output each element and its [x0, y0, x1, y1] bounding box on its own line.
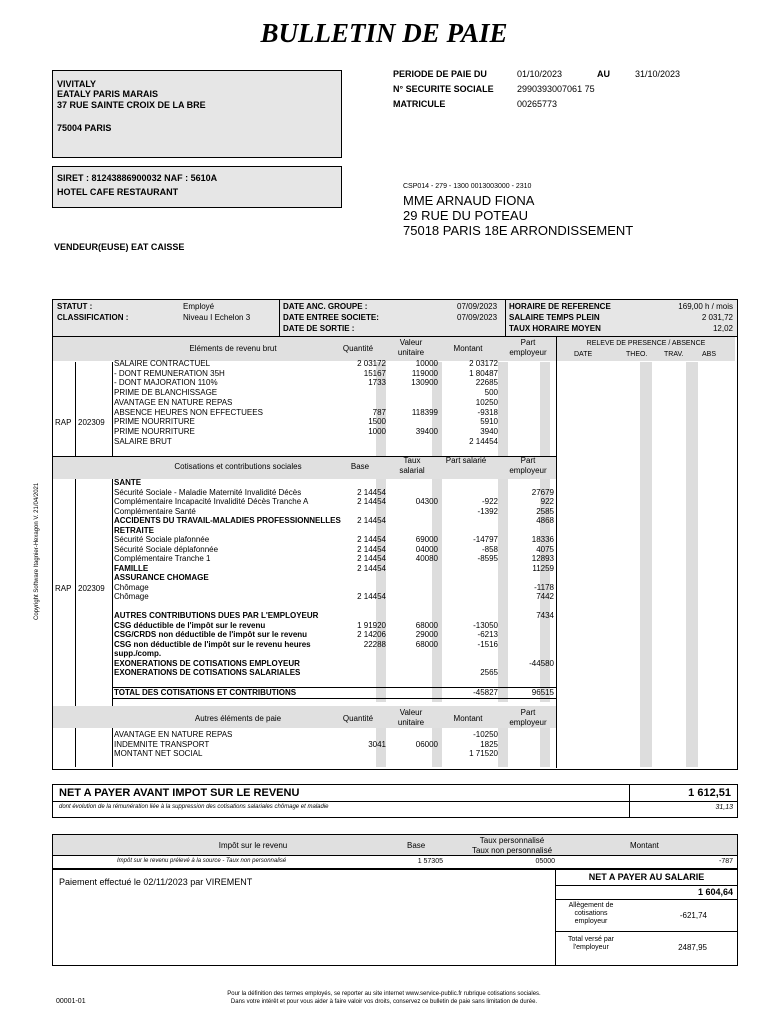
- impot-h-label: Impôt sur le revenu: [218, 841, 288, 850]
- revenu-label: - DONT REMUNERATION 35H: [114, 368, 225, 378]
- sec2-h-taux: Taux salarial: [399, 456, 425, 475]
- cotisation-label: SANTE: [114, 478, 142, 487]
- cotisation-label: ACCIDENTS DU TRAVAIL-MALADIES PROFESSIONNELLES: [114, 516, 341, 525]
- autre-element-label: INDEMNITE TRANSPORT: [114, 739, 210, 749]
- employee-street: 29 RUE DU POTEAU: [403, 208, 528, 223]
- cotisation-taux: 04000: [415, 544, 438, 554]
- horaire-label: HORAIRE DE REFERENCE: [509, 302, 611, 311]
- footer-line1: Pour la définition des termes employés, se reporter au site internet www.service-public.fr rubrique cotisations sociales.: [227, 991, 541, 997]
- allege-value: -621,74: [679, 911, 707, 920]
- cotisation-label: Sécurité Sociale - Maladie Maternité Invalidité Décès: [114, 487, 302, 497]
- cotisation-part-employeur: 2585: [536, 506, 554, 516]
- cotisation-part-salarie: -922: [481, 497, 498, 506]
- net-label: NET A PAYER AVANT IMPOT SUR LE REVENU: [59, 787, 300, 799]
- cotisation-taux: 68000: [415, 620, 438, 630]
- cotisation-label: Complémentaire Incapacité Invalidité Décès Tranche A: [114, 497, 309, 506]
- cotisation-part-employeur: 12893: [531, 554, 554, 563]
- cotisation-label: EXONERATIONS DE COTISATIONS EMPLOYEUR: [114, 658, 300, 668]
- classif: Niveau I Echelon 3: [183, 313, 251, 322]
- page-title: BULLETIN DE PAIE: [260, 18, 508, 48]
- period-from: 01/10/2023: [517, 69, 563, 79]
- revenu-montant: 500: [484, 388, 498, 398]
- cotisation-base: 2 14454: [357, 535, 386, 544]
- cotisation-label: Sécurité Sociale déplafonnée: [114, 544, 219, 554]
- ssn-label: N° SECURITE SOCIALE: [393, 84, 494, 94]
- impot-h-taux1: Taux personnalisé: [479, 836, 545, 845]
- revenu-valeur: 118399: [411, 407, 438, 417]
- net-salarie-value: 1 604,64: [697, 887, 733, 897]
- period-label: PERIODE DE PAIE DU: [393, 69, 487, 79]
- cotisation-taux: 29000: [415, 630, 438, 639]
- period-to: 31/10/2023: [635, 69, 681, 79]
- impot-h-montant: Montant: [630, 841, 659, 850]
- sec1-h-part: Part employeur: [509, 338, 547, 357]
- sec1-code: 202309: [78, 418, 105, 427]
- sec2-code: 202309: [78, 584, 105, 593]
- cotisation-label: supp./comp.: [114, 649, 162, 658]
- payment-box: [52, 868, 738, 966]
- cotisation-part-salarie: -858: [481, 544, 498, 554]
- revenu-montant: 3940: [480, 426, 498, 436]
- cotisation-label: RETRAITE: [114, 525, 154, 535]
- net-box: [52, 784, 738, 818]
- employee-code: CSP014 - 279 - 1300 0013003000 - 2310: [403, 183, 532, 190]
- cotisation-part-employeur: 18336: [531, 535, 554, 544]
- cotisation-base: 2 14454: [357, 516, 386, 525]
- revenu-label: PRIME DE BLANCHISSAGE: [114, 388, 218, 398]
- employer-street: 37 RUE SAINTE CROIX DE LA BRE: [57, 100, 206, 110]
- autre-element-montant: -10250: [473, 730, 498, 739]
- payment-text: Paiement effectué le 02/11/2023 par VIREMENT: [59, 877, 253, 887]
- sec2-h-base: Base: [350, 462, 370, 471]
- impot-base: 1 57305: [417, 858, 443, 865]
- cotisation-part-employeur: 27679: [531, 487, 554, 497]
- cotisation-label: FAMILLE: [114, 563, 149, 573]
- cotisation-part-salarie: -1392: [477, 506, 498, 516]
- taux: 12,02: [712, 324, 733, 333]
- cotisation-label: ASSURANCE CHOMAGE: [114, 573, 209, 582]
- net-salarie-label: NET A PAYER AU SALARIE: [588, 872, 705, 882]
- footer-line2: Dans votre intérêt et pour vous aider à faire valoir vos droits, conservez ce bulletin de paie sans limitation de durée.: [230, 999, 538, 1005]
- autre-element-label: MONTANT NET SOCIAL: [114, 749, 203, 758]
- cotisation-part-employeur: 7442: [536, 592, 554, 601]
- revenu-label: PRIME NOURRITURE: [114, 426, 195, 436]
- cotisation-base: 2 14454: [357, 592, 386, 601]
- software-copyright: Copyright Software Itagnier-Hexagon V. 21/04/2021: [34, 482, 40, 620]
- impot-h-base: Base: [407, 841, 426, 850]
- sec2-h-elements: Cotisations et contributions sociales: [174, 462, 302, 471]
- cotisation-taux: 04300: [415, 497, 438, 506]
- revenu-valeur: 10000: [415, 359, 438, 368]
- horaire: 169,00 h / mois: [678, 302, 733, 311]
- cotisation-base: 22288: [363, 639, 386, 649]
- anc: 07/09/2023: [457, 302, 498, 311]
- total-value: 2487,95: [678, 943, 707, 952]
- entree-label: DATE ENTREE SOCIETE:: [283, 313, 379, 322]
- cotisation-part-employeur: -1178: [534, 582, 554, 592]
- revenu-quantite: 787: [372, 407, 386, 417]
- cotisation-base: 1 91920: [357, 620, 386, 630]
- cotisation-part-salarie: 2565: [480, 668, 498, 677]
- employer-city: 75004 PARIS: [57, 123, 112, 133]
- cotisation-base: 2 14206: [357, 630, 386, 639]
- period-au: AU: [597, 69, 610, 79]
- releve-trav: TRAV.: [664, 351, 684, 358]
- employer-store: EATALY PARIS MARAIS: [57, 89, 159, 99]
- cotisation-base: 2 14454: [357, 497, 386, 506]
- classif-label: CLASSIFICATION :: [57, 313, 129, 322]
- cotisation-part-employeur: -44580: [529, 658, 554, 668]
- revenu-valeur: 119000: [411, 368, 438, 378]
- salaire-label: SALAIRE TEMPS PLEIN: [509, 313, 600, 322]
- cotisation-part-employeur: 922: [540, 497, 554, 506]
- releve-theo: THEO.: [626, 351, 648, 358]
- sec3-h-part: Part employeur: [509, 708, 547, 727]
- net-note: dont évolution de la rémunération liée à la suppression des cotisations salariales chômage et maladie: [59, 804, 329, 810]
- revenu-label: ABSENCE HEURES NON EFFECTUEES: [114, 407, 263, 417]
- impot-h-taux2: Taux non personnalisé: [471, 846, 553, 855]
- revenu-montant: 5910: [480, 417, 498, 427]
- revenu-montant: 10250: [475, 397, 498, 407]
- autre-element-montant: 1 71520: [469, 749, 498, 758]
- releve-header: RELEVE DE PRESENCE / ABSENCE: [586, 340, 706, 347]
- cotisation-base: 2 14454: [357, 487, 386, 497]
- impot-montant: -787: [718, 858, 733, 865]
- net-value: 1 612,51: [688, 787, 731, 799]
- revenu-montant: 1 80487: [469, 368, 498, 378]
- revenu-montant: 22685: [475, 378, 498, 388]
- impot-box: [52, 834, 738, 870]
- sec2-total-emp: 96515: [531, 688, 554, 697]
- revenu-label: AVANTAGE EN NATURE REPAS: [114, 397, 233, 407]
- page-number: 00001-01: [56, 998, 86, 1005]
- sec1-h-qte: Quantité: [342, 344, 374, 353]
- cotisation-base: 2 14454: [357, 544, 386, 554]
- cotisation-base: 2 14454: [357, 554, 386, 563]
- matricule: 00265773: [517, 99, 558, 109]
- cotisation-taux: 68000: [415, 639, 438, 649]
- revenu-label: SALAIRE CONTRACTUEL: [114, 359, 211, 368]
- revenu-quantite: 15167: [363, 368, 386, 378]
- revenu-montant: 2 14454: [469, 436, 498, 446]
- cotisation-taux: 69000: [415, 535, 438, 544]
- employee-city: 75018 PARIS 18E ARRONDISSEMENT: [403, 223, 634, 238]
- sec1-h-montant: Montant: [453, 344, 483, 353]
- cotisation-part-employeur: 4075: [536, 544, 554, 554]
- revenu-montant: -9318: [477, 407, 498, 417]
- revenu-montant: 2 03172: [469, 359, 498, 368]
- revenu-quantite: 1500: [368, 417, 386, 427]
- salaire: 2 031,72: [701, 313, 733, 322]
- autre-element-quantite: 3041: [368, 739, 386, 749]
- cotisation-part-salarie: -6213: [477, 630, 498, 639]
- cotisation-label: Sécurité Sociale plafonnée: [114, 535, 210, 544]
- allege-label: Allègement de cotisations employeur: [568, 902, 614, 925]
- cotisation-part-salarie: -1516: [477, 639, 498, 649]
- employer-box: [52, 70, 342, 158]
- sec2-h-part-sal: Part salarié: [445, 456, 487, 465]
- revenu-quantite: 2 03172: [357, 359, 386, 368]
- releve-abs: ABS: [702, 351, 717, 358]
- matricule-label: MATRICULE: [393, 99, 446, 109]
- sec2-rap: RAP: [55, 584, 72, 593]
- revenu-label: - DONT MAJORATION 110%: [114, 378, 218, 388]
- cotisation-part-employeur: 4868: [536, 516, 554, 525]
- sec3-h-qte: Quantité: [342, 714, 374, 723]
- employee-name: MME ARNAUD FIONA: [403, 193, 535, 208]
- sector: HOTEL CAFE RESTAURANT: [57, 187, 179, 197]
- revenu-quantite: 1000: [368, 426, 386, 436]
- sec2-total-label: TOTAL DES COTISATIONS ET CONTRIBUTIONS: [114, 688, 297, 697]
- cotisation-part-employeur: 7434: [536, 611, 554, 620]
- status-box: [52, 299, 738, 337]
- cotisation-label: CSG non déductible de l'impôt sur le revenu heures: [114, 639, 311, 649]
- cotisation-taux: 40080: [415, 554, 438, 563]
- statut: Employé: [183, 302, 215, 311]
- sec2-h-part-emp: Part employeur: [509, 456, 547, 475]
- autre-element-valeur: 06000: [415, 739, 438, 749]
- ssn: 2990393007061 75: [517, 84, 595, 94]
- revenu-quantite: 1733: [368, 378, 386, 388]
- revenu-label: PRIME NOURRITURE: [114, 417, 195, 427]
- siret-box: [52, 166, 342, 208]
- sortie-label: DATE DE SORTIE :: [283, 324, 355, 333]
- total-label: Total versé par l'employeur: [568, 936, 614, 951]
- cotisation-label: Chômage: [114, 582, 149, 592]
- cotisation-base: 2 14454: [357, 563, 386, 573]
- net-note-value: 31,13: [715, 804, 733, 811]
- anc-label: DATE ANC. GROUPE :: [283, 302, 368, 311]
- cotisation-part-salarie: -13050: [473, 620, 498, 630]
- statut-label: STATUT :: [57, 302, 93, 311]
- cotisation-label: AUTRES CONTRIBUTIONS DUES PAR L'EMPLOYEUR: [114, 611, 319, 620]
- sec2-total-sal: -45827: [473, 688, 498, 697]
- cotisation-part-employeur: 11259: [532, 563, 554, 573]
- cotisation-part-salarie: -8595: [477, 554, 498, 563]
- cotisation-label: CSG/CRDS non déductible de l'impôt sur le revenu: [114, 630, 308, 639]
- impot-row-label: Impôt sur le revenu prélevé à la source - Taux non personnalisé: [117, 858, 287, 864]
- autre-element-label: AVANTAGE EN NATURE REPAS: [114, 730, 233, 739]
- job-title: VENDEUR(EUSE) EAT CAISSE: [54, 242, 185, 252]
- sec1-rap: RAP: [55, 418, 72, 427]
- revenu-valeur: 130900: [411, 378, 438, 388]
- sec3-h-elements: Autres éléments de paie: [194, 714, 282, 723]
- siret: SIRET : 81243886900032 NAF : 5610A: [57, 173, 218, 183]
- entree: 07/09/2023: [457, 313, 498, 322]
- cotisation-label: Chômage: [114, 592, 149, 601]
- releve-date: DATE: [574, 351, 593, 358]
- sec1-h-valeur: Valeur unitaire: [397, 338, 425, 357]
- cotisation-label: Complémentaire Santé: [114, 506, 196, 516]
- cotisation-label: Complémentaire Tranche 1: [114, 554, 211, 563]
- revenu-label: SALAIRE BRUT: [114, 436, 172, 446]
- impot-taux: 05000: [535, 858, 555, 865]
- autre-element-montant: 1825: [480, 739, 498, 749]
- taux-label: TAUX HORAIRE MOYEN: [509, 324, 601, 333]
- cotisation-label: CSG déductible de l'impôt sur le revenu: [114, 620, 266, 630]
- revenu-valeur: 39400: [415, 426, 438, 436]
- sec1-h-elements: Eléments de revenu brut: [189, 344, 277, 353]
- sec3-h-montant: Montant: [453, 714, 483, 723]
- cotisation-label: EXONERATIONS DE COTISATIONS SALARIALES: [114, 668, 301, 677]
- sec3-h-valeur: Valeur unitaire: [397, 708, 425, 727]
- cotisation-part-salarie: -14797: [473, 535, 498, 544]
- employer-name: VIVITALY: [57, 79, 97, 89]
